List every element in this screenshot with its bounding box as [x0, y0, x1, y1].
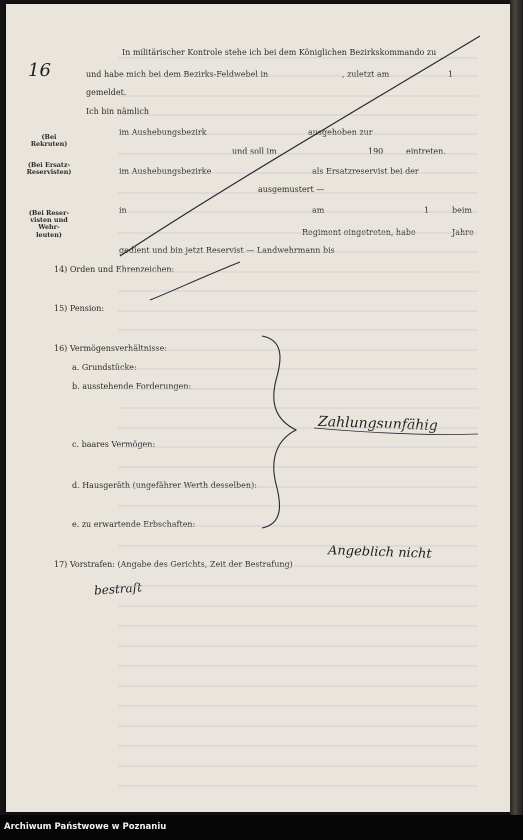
- item-16d-hausgeraeth: d. Hausgeräth (ungefährer Werth desselben):: [72, 481, 257, 490]
- handwriting-vermoegen: Zahlungsunfähig: [317, 413, 439, 435]
- military-line-4: Ich bin nämlich: [86, 107, 149, 116]
- reservisten-text-b: am: [312, 206, 325, 215]
- ersatz-label: (Bei Ersatz- Reservisten): [26, 161, 72, 177]
- military-line-2c: 1: [448, 70, 454, 79]
- archive-footer: [0, 815, 523, 840]
- ruled-lines: [118, 58, 478, 786]
- item-17-vorstrafen: 17) Vorstrafen: (Angabe des Gerichts, Zeit der Bestrafung): [54, 560, 293, 569]
- military-line-2b: , zuletzt am: [342, 70, 390, 79]
- strike-through-line: [120, 36, 480, 256]
- ersatz-text-b: als Ersatzreservist bei der: [312, 167, 419, 176]
- curly-brace: [262, 336, 296, 528]
- archive-name: Archiwum Państwowe w Poznaniu: [4, 822, 167, 832]
- handwriting-vorstrafen-2: bestraft: [93, 580, 143, 598]
- rekruten-text-b: ausgehoben zur: [308, 128, 373, 137]
- reservisten-text-f: Jahre: [452, 228, 474, 237]
- item-16-vermoegen: 16) Vermögensverhältnisse:: [54, 344, 168, 353]
- handwriting-vorstrafen: Angeblich nicht: [327, 543, 432, 562]
- reservisten-label: (Bei Reser- visten und Wehr- leuten): [28, 209, 70, 239]
- ersatz-text-a: im Aushebungsbezirke: [119, 167, 212, 176]
- vermoegen-underline: [314, 428, 478, 435]
- item-15-pension: 15) Pension:: [54, 304, 105, 313]
- item-16a-grundstuecke: a. Grundstücke:: [72, 363, 137, 372]
- page-number: 16: [28, 60, 51, 81]
- item-16b-forderungen: b. ausstehende Forderungen:: [72, 382, 192, 391]
- reservisten-text-c: 1: [424, 206, 430, 215]
- ersatz-text-c: ausgemustert —: [258, 185, 325, 194]
- rekruten-label: (Bei Rekruten): [30, 133, 68, 149]
- item-16e-erbschaften: e. zu erwartende Erbschaften:: [72, 520, 196, 529]
- reservisten-text-e: Regiment eingetreten, habe: [302, 228, 416, 237]
- military-line-2a: und habe mich bei dem Bezirks-Feldwebel in: [86, 70, 269, 79]
- reservisten-text-g: gedient und bin jetzt Reservist — Landwehrmann bis: [119, 246, 335, 255]
- item-14-orden: 14) Orden und Ehrenzeichen:: [54, 265, 175, 274]
- rekruten-text-e: eintreten.: [406, 147, 446, 156]
- reservisten-text-a: in: [119, 206, 127, 215]
- reservisten-text-d: beim: [452, 206, 472, 215]
- military-line-1: In militärischer Kontrole stehe ich bei dem Königlichen Bezirkskommando zu: [122, 48, 437, 57]
- rekruten-text-a: im Aushebungsbezirk: [119, 128, 207, 137]
- rekruten-text-c: und soll im: [232, 147, 277, 156]
- item-16c-vermoegen: c. baares Vermögen:: [72, 440, 156, 449]
- orden-slash-mark: [150, 262, 240, 300]
- rekruten-text-d: 190: [368, 147, 384, 156]
- military-line-3: gemeldet.: [86, 88, 127, 97]
